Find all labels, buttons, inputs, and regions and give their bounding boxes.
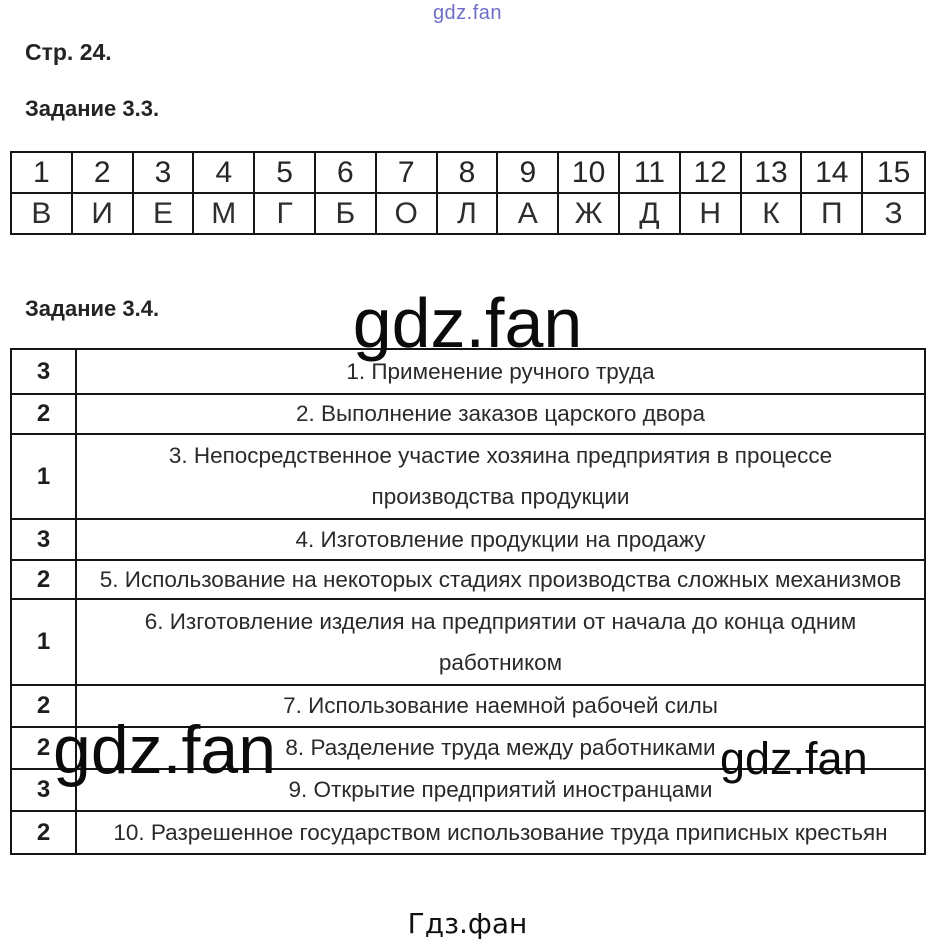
watermark-top: gdz.fan — [432, 2, 503, 24]
statement-cell — [77, 395, 924, 433]
statement-cell — [77, 600, 924, 684]
task-3-4-title: Задание 3.4. — [25, 296, 160, 321]
statement-line: 2. Выполнение заказов царского двора — [295, 401, 706, 427]
answer-letter-cell: А — [498, 192, 559, 233]
statement-line: 10. Разрешенное государством использование труда приписных крестьян — [113, 819, 888, 845]
statement-line: 9. Открытие предприятий иностранцами — [288, 777, 713, 803]
question-number-cell: 3 — [134, 153, 195, 192]
question-number-cell: 12 — [681, 153, 742, 192]
answer-letter-cell: Г — [255, 192, 316, 233]
table-row — [12, 350, 924, 393]
answer-letter-cell: В — [12, 192, 73, 233]
answer-number-cell: 3 — [12, 520, 77, 559]
answer-letter-cell: Н — [681, 192, 742, 233]
page-title: Стр. 24. — [25, 39, 112, 65]
table-row — [12, 684, 924, 726]
answer-letter-cell: И — [73, 192, 134, 233]
answer-number-cell: 2 — [12, 812, 77, 853]
statement-cell — [77, 435, 924, 518]
question-number-cell: 7 — [377, 153, 438, 192]
answer-number-cell: 1 — [12, 600, 77, 684]
statement-line: 6. Изготовление изделия на предприятии от начала до конца одним — [144, 608, 857, 634]
question-number-cell: 13 — [742, 153, 803, 192]
answer-letter-cell: Д — [620, 192, 681, 233]
answer-number-cell: 2 — [12, 561, 77, 598]
question-number-cell: 1 — [12, 153, 73, 192]
answer-number-cell: 2 — [12, 686, 77, 726]
question-number-cell: 2 — [73, 153, 134, 192]
statement-line: 3. Непосредственное участие хозяина предприятия в процессе — [168, 443, 833, 469]
statement-cell — [77, 728, 924, 768]
task-3-3-answer-table — [10, 151, 926, 235]
table-row — [12, 559, 924, 598]
answer-number-cell: 2 — [12, 728, 77, 768]
table-row — [12, 768, 924, 810]
statement-line: 7. Использование наемной рабочей силы — [283, 693, 718, 719]
question-number-cell: 11 — [620, 153, 681, 192]
statement-line: 1. Применение ручного труда — [346, 358, 655, 384]
question-number-cell: 9 — [498, 153, 559, 192]
question-number-cell: 14 — [802, 153, 863, 192]
statement-cell — [77, 686, 924, 726]
answer-letter-cell: Б — [316, 192, 377, 233]
answer-letter-cell: Л — [438, 192, 499, 233]
footer-site-name: Гдз.фан — [407, 907, 528, 940]
answer-number-cell: 3 — [12, 350, 77, 393]
table-row — [12, 810, 924, 853]
table-row — [12, 393, 924, 433]
watermark-bottom-left: gdz.fan — [53, 712, 277, 788]
statement-cell — [77, 812, 924, 853]
task-3-4-answer-table — [10, 348, 926, 855]
statement-cell — [77, 520, 924, 559]
answer-number-cell: 3 — [12, 770, 77, 810]
table-row — [12, 598, 924, 684]
statement-line: 4. Изготовление продукции на продажу — [295, 526, 706, 552]
table-row — [12, 518, 924, 559]
question-number-cell: 10 — [559, 153, 620, 192]
statement-cell — [77, 770, 924, 810]
statement-line: работником — [438, 649, 563, 675]
statement-line: 8. Разделение труда между работниками — [285, 735, 716, 761]
question-number-cell: 8 — [438, 153, 499, 192]
answer-letter-cell: Ж — [559, 192, 620, 233]
answer-letter-cell: П — [802, 192, 863, 233]
task-3-3-title: Задание 3.3. — [25, 96, 160, 121]
answer-letter-cell: К — [742, 192, 803, 233]
table-row — [12, 433, 924, 518]
question-number-cell: 15 — [876, 155, 911, 189]
answer-letter-cell: Е — [134, 192, 195, 233]
watermark-bottom-right: gdz.fan — [720, 733, 868, 784]
statement-line: производства продукции — [371, 484, 630, 509]
table-row — [12, 726, 924, 768]
question-number-cell: 5 — [255, 153, 316, 192]
answer-letter-cell: М — [194, 192, 255, 233]
statement-cell — [77, 561, 924, 598]
watermark-center: gdz.fan — [352, 284, 583, 362]
answer-letter-cell: О — [377, 192, 438, 233]
statement-line: 5. Использование на некоторых стадиях производства сложных механизмов — [99, 566, 902, 592]
answer-number-cell: 2 — [12, 395, 77, 433]
question-number-cell: 4 — [194, 153, 255, 192]
answer-number-cell: 1 — [12, 435, 77, 518]
statement-cell — [77, 350, 924, 393]
answer-letter-cell: З — [863, 192, 924, 233]
question-number-cell: 6 — [316, 153, 377, 192]
